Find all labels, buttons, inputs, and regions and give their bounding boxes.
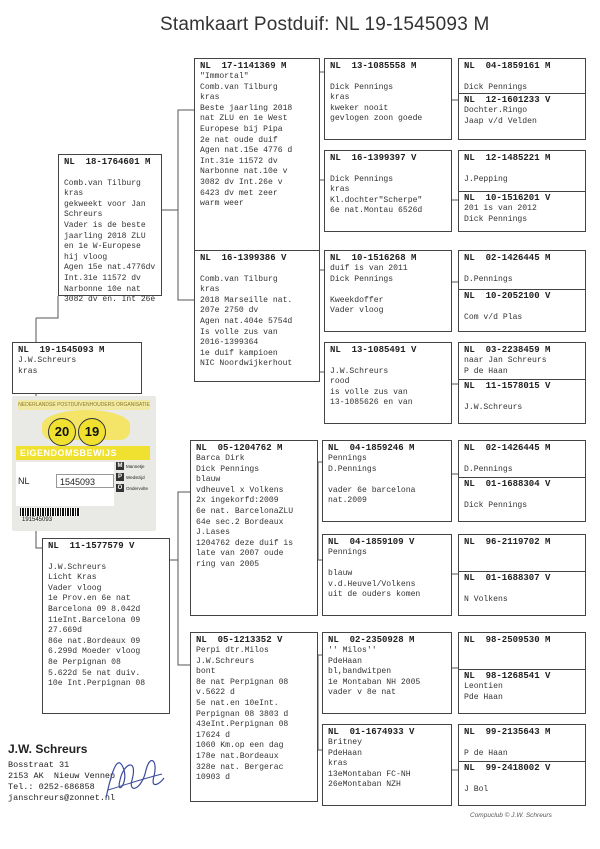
- mff-info: Pennings D.Pennings vader 6e barcelona nat.2009: [328, 454, 416, 506]
- owner-address: J.W. Schreurs Bosstraat 31 2153 AK Nieuw Vennep Tel.: 0252-686858 janschreurs@zonnet.nl: [8, 742, 116, 803]
- ring-band-text: EIGENDOMSBEWIJS: [16, 446, 150, 460]
- g15-info: P de Haan: [464, 748, 508, 758]
- pigeon-info: J.W.Schreurs kras: [18, 356, 77, 376]
- ggp-ffm-card: [324, 150, 452, 232]
- ring-card-header: NEDERLANDSE POSTDUIVENHOUDERS ORGANISATIE: [18, 402, 150, 408]
- g9-ring: NL 02-1426445 M: [464, 443, 551, 453]
- father-ring: NL 18-1764601 M: [64, 157, 151, 167]
- pigeon-ring: NL 19-1545093 M: [18, 345, 105, 355]
- g4-ring: NL 10-1516201 V: [464, 193, 551, 203]
- gggp-pair-4: [458, 342, 586, 424]
- g14-info: Leontien Pde Haan: [464, 682, 503, 702]
- ffm-info: Dick Pennings kras Kl.dochter"Scherpe" 6e nat.Montau 6526d: [330, 174, 423, 216]
- ring-ownership-card: [12, 396, 156, 531]
- ff-ring: NL 17-1141369 M: [200, 61, 287, 71]
- father-card: [58, 154, 162, 305]
- g8-info: J.W.Schreurs: [464, 402, 523, 412]
- mfm-ring: NL 04-1859109 V: [328, 537, 415, 547]
- fmf-ring: NL 10-1516268 M: [330, 253, 417, 263]
- g3-info: J.Pepping: [464, 174, 508, 184]
- mother-ring: NL 11-1577579 V: [48, 541, 135, 551]
- grandfather-maternal-card: [190, 440, 318, 616]
- gggp-pair-5: [458, 440, 586, 522]
- grandfather-paternal-card: [194, 58, 320, 254]
- mmm-info: Britney PdeHaan kras 13eMontaban FC-NH 26eMontaban NZH: [328, 738, 411, 790]
- g10-ring: NL 01-1688304 V: [464, 479, 551, 489]
- ring-country: NL: [18, 476, 30, 486]
- mmf-ring: NL 02-2350928 M: [328, 635, 415, 645]
- gggp-pair-3: [458, 250, 586, 332]
- owner-name: J.W. Schreurs: [8, 742, 88, 756]
- ggp-fff-card: [324, 58, 452, 140]
- fff-ring: NL 13-1085558 M: [330, 61, 417, 71]
- fmm-ring: NL 13-1085491 V: [330, 345, 417, 355]
- pigeon-card: [12, 342, 142, 394]
- barcode: [20, 508, 80, 516]
- mmm-ring: NL 01-1674933 V: [328, 727, 415, 737]
- fmm-info: J.W.Schreurs rood is volle zus van 13-1085626 en van: [330, 366, 413, 408]
- g12-ring: NL 01-1688307 V: [464, 573, 551, 583]
- page-title: Stamkaart Postduif: NL 19-1545093 M: [160, 14, 490, 35]
- g16-info: J Bol: [464, 784, 489, 794]
- fff-info: Dick Pennings kras kweker nooit gevlogen zoon goede: [330, 82, 423, 124]
- mm-ring: NL 05-1213352 V: [196, 635, 283, 645]
- gggp-pair-7: [458, 632, 586, 714]
- gggp-pair-6: [458, 534, 586, 616]
- mf-ring: NL 05-1204762 M: [196, 443, 283, 453]
- g7-info: naar Jan Schreurs P de Haan: [464, 356, 547, 376]
- g5-info: D.Pennings: [464, 274, 513, 284]
- g16-ring: NL 99-2418002 V: [464, 763, 551, 773]
- fm-info: Comb.van Tilburg kras 2018 Marseille nat. 207e 2750 dv Agen nat.404e 5754d Is volle zus van 2016-1399364 1e duif kampioen NIC Noordwijkerhout: [200, 274, 293, 369]
- footer-credit: Compuclub © J.W. Schreurs: [470, 812, 552, 819]
- g13-info: [464, 646, 581, 668]
- ff-info: "Immortal" Comb.van Tilburg kras Beste jaarling 2018 nat ZLU en 1e West Europese bij Pipa 2e nat oude duif Agen nat.15e 4776 d Int.31e 11572 dv Narbonne nat.10e v 3082 dv Int.26e v 6423 dv met zeer warm weer: [200, 72, 293, 209]
- g4-info: 201 is van 2012 Dick Pennings: [464, 204, 537, 224]
- ggp-mff-card: [322, 440, 452, 522]
- ggp-mmm-card: [322, 724, 452, 806]
- g9-info: D.Pennings: [464, 464, 513, 474]
- grandmother-paternal-card: [194, 250, 320, 382]
- ring-year-right: 19: [78, 418, 106, 446]
- g8-ring: NL 11-1578015 V: [464, 381, 551, 391]
- mff-ring: NL 04-1859246 M: [328, 443, 415, 453]
- mf-info: Barca Dirk Dick Pennings blauw vdheuvel x Volkens 2x ingekorfd:2009 6e nat. BarcelonaZLU 64e sec.2 Bordeaux J.Lases 1204762 deze duif is late van 2007 oude ring van 2005: [196, 454, 294, 569]
- g1-info: Dick Pennings: [464, 82, 528, 92]
- g7-ring: NL 03-2238459 M: [464, 345, 551, 355]
- signature: [98, 740, 168, 810]
- ggp-mfm-card: [322, 534, 452, 616]
- g12-info: N Volkens: [464, 594, 508, 604]
- ffm-ring: NL 16-1399397 V: [330, 153, 417, 163]
- g10-info: Dick Pennings: [464, 500, 528, 510]
- mmf-info: '' Milos'' PdeHaan bl,bandwitpen 1e Montaban NH 2005 vader v 8e nat: [328, 646, 421, 698]
- grandmother-maternal-card: [190, 632, 318, 802]
- mother-info: J.W.Schreurs Licht Kras Vader vloog 1e Prov.en 6e nat Barcelona 09 8.042d 11eInt.Barcelona 09 27.669d 86e nat.Bordeaux 09 6.299d Moeder vloog 8e Perpignan 08 5.622d 5e nat duiv. 10e Int.Perpignan 08: [48, 562, 146, 689]
- g11-info: [464, 548, 581, 570]
- gggp-pair-1: [458, 58, 586, 140]
- fmf-info: duif is van 2011 Dick Pennings Kweekdoffer Vader vloog: [330, 264, 408, 316]
- g2-info: Dochter.Ringo Jaap v/d Velden: [464, 106, 537, 126]
- ggp-mmf-card: [322, 632, 452, 714]
- ggp-fmm-card: [324, 342, 452, 424]
- gggp-pair-8: [458, 724, 586, 806]
- g6-ring: NL 10-2052100 V: [464, 291, 551, 301]
- gggp-pair-2: [458, 150, 586, 232]
- fm-ring: NL 16-1399386 V: [200, 253, 287, 263]
- g5-ring: NL 02-1426445 M: [464, 253, 551, 263]
- g13-ring: NL 98-2509530 M: [464, 635, 551, 645]
- mm-info: Perpi dtr.Milos J.W.Schreurs bont 8e nat Perpignan 08 v.5622 d 5e nat.en 10eInt. Perpignan 08 3803 d 43eInt.Perpignan 08 17624 d 1060 Km.op een dag 178e nat.Bordeaux 328e nat. Bergerac 10903 d: [196, 646, 289, 783]
- mother-card: [42, 538, 170, 714]
- mfm-info: Pennings blauw v.d.Heuvel/Volkens uit de ouders komen: [328, 548, 421, 600]
- g6-info: Com v/d Plas: [464, 312, 523, 322]
- ggp-fmf-card: [324, 250, 452, 332]
- g14-ring: NL 98-1268541 V: [464, 671, 551, 681]
- ring-legend: M Mannetje P Wedstrijd O Ondervolte: [117, 463, 149, 491]
- g11-ring: NL 96-2119702 M: [464, 537, 551, 547]
- ring-number: 1545093: [56, 474, 114, 488]
- g3-ring: NL 12-1485221 M: [464, 153, 551, 163]
- father-info: Comb.van Tilburg kras gekweekt voor Jan Schreurs Vader is de beste jaarling 2018 ZLU en 1e W-Europese hij vloog Agen 15e nat.4776dv Int.31e 11572 dv Narbonne 10e nat 3082 dv en. Int 26e: [64, 178, 156, 305]
- g15-ring: NL 99-2135643 M: [464, 727, 551, 737]
- g2-ring: NL 12-1601233 V: [464, 95, 551, 105]
- ring-year-left: 20: [48, 418, 76, 446]
- barcode-number: 191545093: [22, 517, 53, 523]
- g1-ring: NL 04-1859161 M: [464, 61, 551, 71]
